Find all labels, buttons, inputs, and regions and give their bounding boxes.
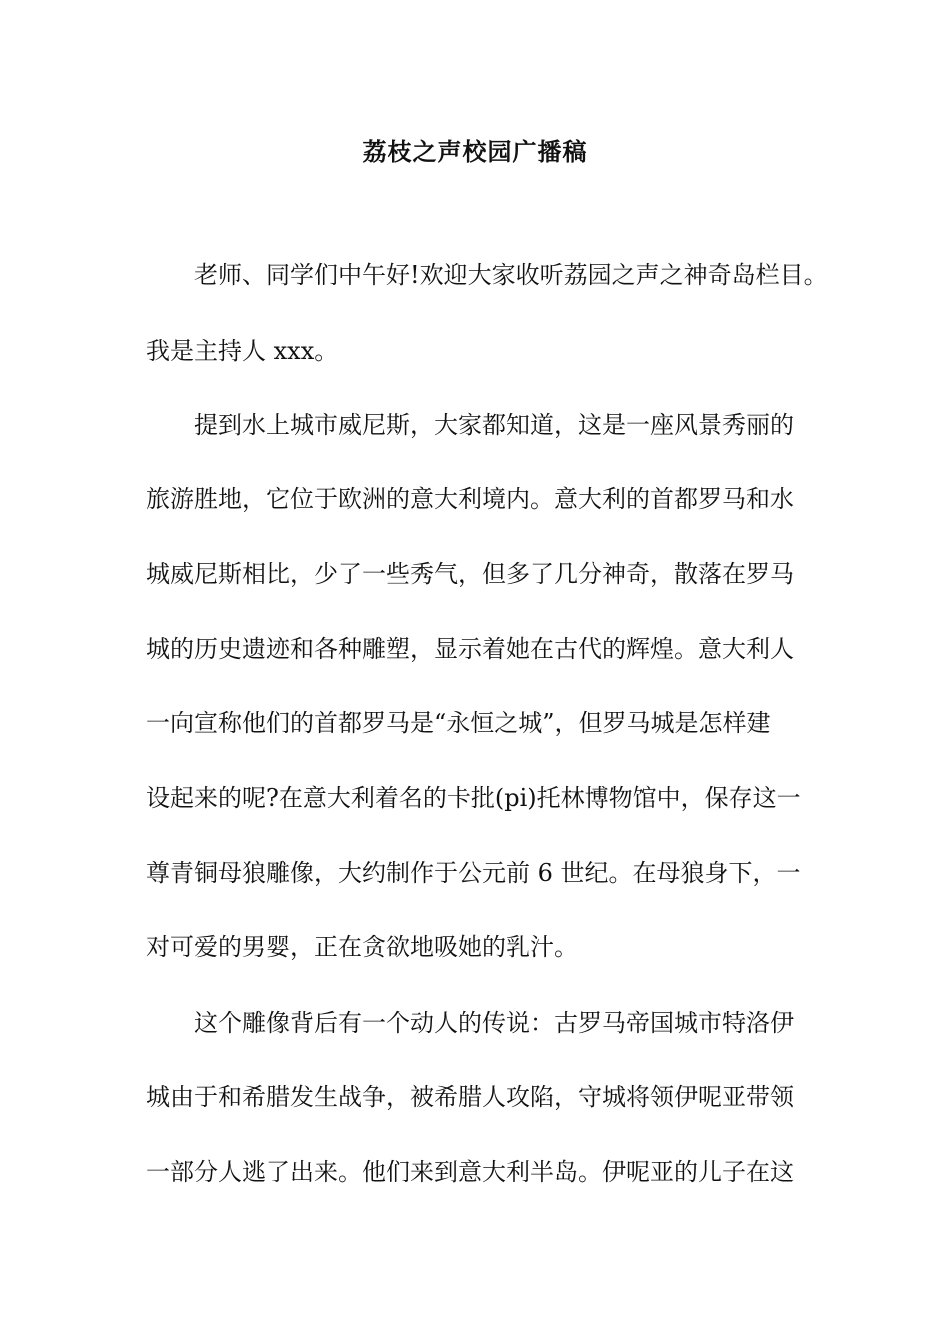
paragraph-line: 一向宣称他们的首都罗马是“永恒之城”，但罗马城是怎样建 (146, 709, 771, 737)
paragraph-line: 老师、同学们中午好!欢迎大家收听荔园之声之神奇岛栏目。 (194, 261, 828, 289)
paragraph-line: 提到水上城市威尼斯，大家都知道，这是一座风景秀丽的 (194, 411, 794, 439)
paragraph-line: 这个雕像背后有一个动人的传说：古罗马帝国城市特洛伊 (194, 1009, 794, 1037)
paragraph-line: 尊青铜母狼雕像，大约制作于公元前 6 世纪。在母狼身下，一 (146, 859, 801, 887)
paragraph-line: 旅游胜地，它位于欧洲的意大利境内。意大利的首都罗马和水 (146, 485, 794, 513)
paragraph-line: 对可爱的男婴，正在贪欲地吸她的乳汁。 (146, 933, 578, 961)
paragraph-line: 一部分人逃了出来。他们来到意大利半岛。伊呢亚的儿子在这 (146, 1158, 794, 1186)
paragraph-line: 我是主持人 xxx。 (146, 337, 339, 365)
paragraph-line: 城的历史遗迹和各种雕塑，显示着她在古代的辉煌。意大利人 (146, 635, 794, 663)
document-title: 荔枝之声校园广播稿 (362, 138, 588, 166)
paragraph-line: 设起来的呢?在意大利着名的卡批(pi)托林博物馆中，保存这一 (146, 784, 801, 812)
paragraph-line: 城威尼斯相比，少了一些秀气，但多了几分神奇，散落在罗马 (146, 560, 794, 588)
paragraph-line: 城由于和希腊发生战争，被希腊人攻陷，守城将领伊呢亚带领 (146, 1083, 794, 1111)
